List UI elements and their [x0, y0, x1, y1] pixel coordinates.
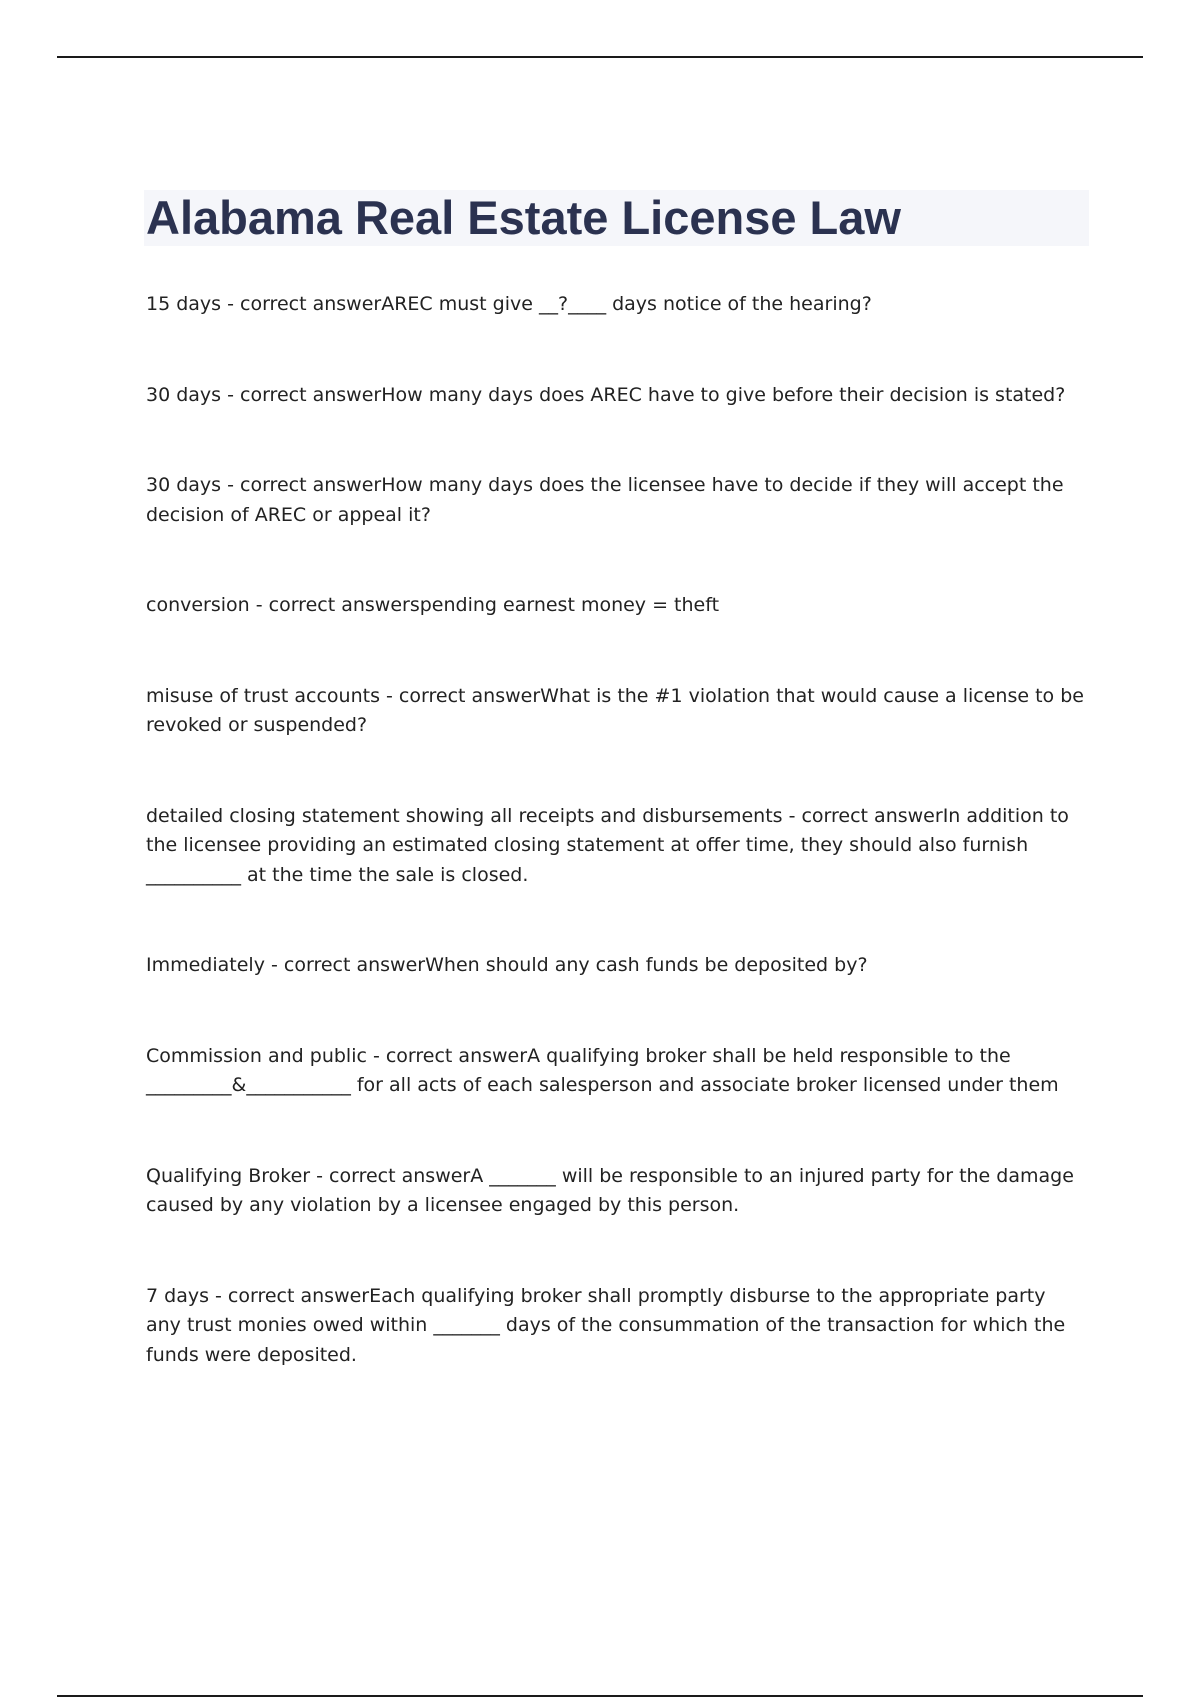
flashcard — [146, 951, 1086, 981]
card-question: AREC must give __?____ days notice of the hearing? — [381, 293, 872, 315]
answer-separator: - correct answer — [249, 594, 410, 616]
flashcard — [146, 802, 1086, 891]
card-question: What is the #1 violation that would cause a license to be revoked or suspended? — [146, 684, 1084, 736]
card-answer: Qualifying Broker — [146, 1164, 311, 1187]
bottom-rule — [57, 1695, 1143, 1697]
card-answer: detailed closing statement showing all receipts and disbursements — [146, 804, 783, 827]
flashcard — [146, 1162, 1086, 1221]
card-answer: misuse of trust accounts — [146, 684, 380, 707]
flashcard — [146, 591, 1086, 621]
flashcard-list — [146, 290, 1086, 1370]
card-answer: 15 days — [146, 293, 222, 315]
answer-separator: - correct answer — [366, 1044, 528, 1067]
top-rule — [57, 56, 1143, 58]
card-answer: Commission and public — [146, 1044, 367, 1067]
flashcard — [146, 471, 1086, 530]
card-answer: 30 days — [146, 383, 222, 406]
answer-separator: - correct answer — [310, 1164, 471, 1187]
flashcard — [146, 381, 1086, 411]
answer-separator: - correct answer — [221, 474, 382, 496]
document-title: Alabama Real Estate License Law — [146, 191, 901, 244]
flashcard — [146, 1282, 1086, 1371]
answer-separator: - correct answer — [380, 684, 541, 707]
answer-separator: - correct answer — [221, 383, 382, 406]
answer-separator: - correct answer — [221, 293, 382, 315]
card-question: When should any cash funds be deposited by? — [425, 954, 868, 976]
card-answer: conversion — [146, 594, 250, 616]
flashcard — [146, 290, 1086, 320]
card-question: A qualifying broker shall be held responsible to the _________&___________ for all acts of each salesperson and associate broker licensed under them — [146, 1044, 1059, 1096]
card-question: In addition to the licensee providing an estimated closing statement at offer time, they should also furnish __________ at the time the sale is closed. — [146, 804, 1069, 886]
card-answer: 30 days — [146, 474, 222, 496]
card-question: spending earnest money = theft — [409, 594, 720, 616]
card-question: A _______ will be responsible to an injured party for the damage caused by any violation by a licensee engaged by this person. — [146, 1164, 1074, 1216]
flashcard — [146, 682, 1086, 741]
answer-separator: - correct answer — [264, 954, 426, 976]
card-answer: Immediately — [146, 954, 265, 976]
card-question: How many days does the licensee have to decide if they will accept the decision of AREC or appeal it? — [146, 474, 1064, 526]
answer-separator: - correct answer — [208, 1284, 370, 1307]
answer-separator: - correct answer — [782, 804, 943, 827]
card-question: Each qualifying broker shall promptly disburse to the appropriate party any trust monies owed within _______ days of the consummation of the transaction for which the funds were deposited. — [146, 1284, 1066, 1366]
flashcard — [146, 1042, 1086, 1101]
card-answer: 7 days — [146, 1284, 209, 1307]
card-question: How many days does AREC have to give before their decision is stated? — [381, 383, 1066, 406]
